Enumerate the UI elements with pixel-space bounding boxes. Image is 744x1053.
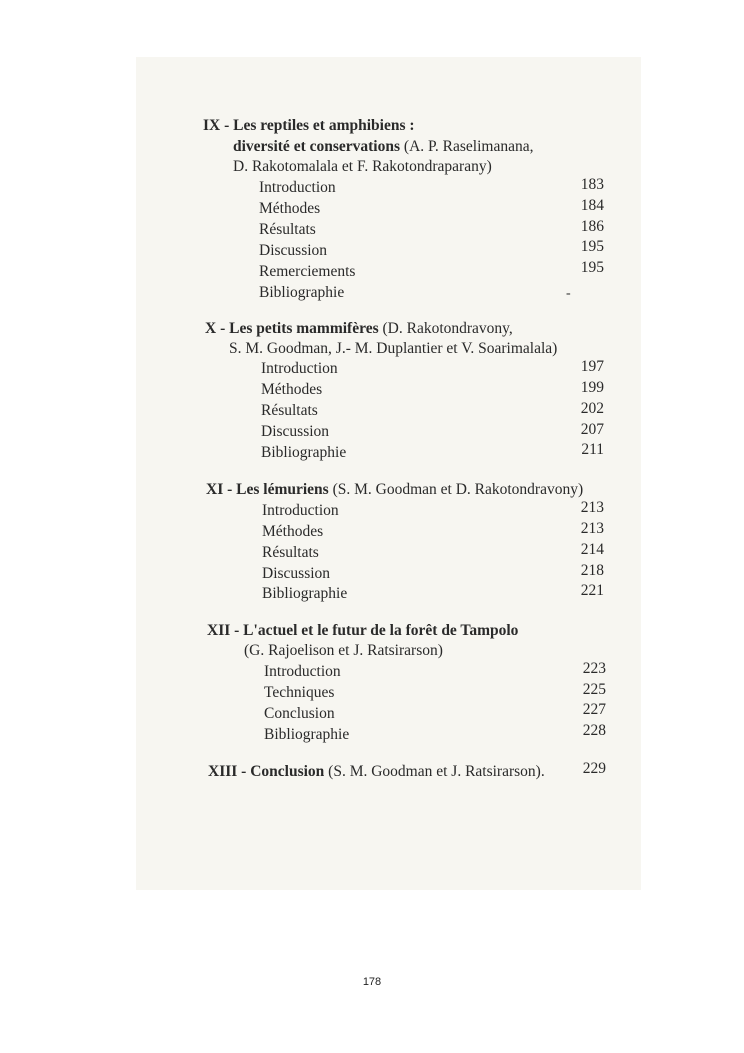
toc-entry-page: -: [566, 286, 571, 301]
toc-entry-label: Introduction: [262, 502, 339, 519]
toc-entry-label: Discussion: [261, 423, 330, 440]
toc-entry-page: 186: [580, 218, 604, 235]
toc-entry-page: 229: [582, 760, 606, 777]
toc-entry-page: 211: [581, 441, 604, 458]
toc-entry-page: 228: [582, 722, 606, 739]
toc-entry-label: Techniques: [264, 684, 335, 701]
toc-entry-label: Méthodes: [259, 200, 321, 217]
toc-entry-label: Discussion: [262, 565, 331, 582]
toc-entry-label: Méthodes: [261, 381, 323, 398]
toc-entry-page: 184: [580, 197, 604, 214]
toc-entry-label: Conclusion: [264, 705, 335, 722]
toc-entry-page: 183: [580, 176, 604, 193]
toc-entry-page: 199: [580, 379, 604, 396]
section-ix-authors: D. Rakotomalala et F. Rakotondraparany): [233, 158, 492, 175]
toc-entry-label: Introduction: [264, 663, 341, 680]
toc-entry-page: 213: [580, 499, 604, 516]
section-xi-title: XI - Les lémuriens (S. M. Goodman et D. Rakotondravony): [206, 481, 584, 498]
toc-entry-label: Introduction: [261, 360, 338, 377]
section-xii-title: XII - L'actuel et le futur de la forêt de Tampolo: [207, 622, 519, 639]
toc-entry-page: 214: [580, 541, 604, 558]
section-ix-title: IX - Les reptiles et amphibiens :: [203, 117, 415, 134]
section-ix-subtitle: diversité et conservations (A. P. Raselimanana,: [233, 138, 534, 155]
toc-entry-label: Résultats: [259, 221, 316, 238]
toc-entry-label: Bibliographie: [262, 585, 348, 602]
section-xii-authors: (G. Rajoelison et J. Ratsirarson): [244, 642, 443, 659]
toc-entry-label: Résultats: [261, 402, 318, 419]
toc-entry-label: Bibliographie: [264, 726, 350, 743]
section-x-title: X - Les petits mammifères (D. Rakotondravony,: [205, 320, 513, 337]
toc-entry-label: Méthodes: [262, 523, 324, 540]
toc-entry-page: 227: [582, 701, 606, 718]
toc-entry-label: Résultats: [262, 544, 319, 561]
toc-entry-page: 221: [580, 582, 604, 599]
toc-entry-label: Bibliographie: [261, 444, 347, 461]
toc-entry-label: Bibliographie: [259, 284, 345, 301]
section-xiii-title: XIII - Conclusion (S. M. Goodman et J. Ratsirarson).: [208, 763, 545, 780]
toc-entry-page: 202: [580, 400, 604, 417]
section-x-authors: S. M. Goodman, J.- M. Duplantier et V. Soarimalala): [229, 340, 558, 357]
toc-entry-page: 207: [580, 421, 604, 438]
toc-entry-label: Remerciements: [259, 263, 356, 280]
toc-entry-page: 223: [582, 660, 606, 677]
toc-entry-page: 195: [580, 238, 604, 255]
toc-entry-page: 225: [582, 681, 606, 698]
toc-entry-label: Introduction: [259, 179, 336, 196]
page-number: 178: [362, 976, 382, 988]
toc-entry-page: 218: [580, 562, 604, 579]
toc-entry-page: 197: [580, 358, 604, 375]
toc-entry-page: 195: [580, 259, 604, 276]
toc-entry-label: Discussion: [259, 242, 328, 259]
toc-entry-page: 213: [580, 520, 604, 537]
